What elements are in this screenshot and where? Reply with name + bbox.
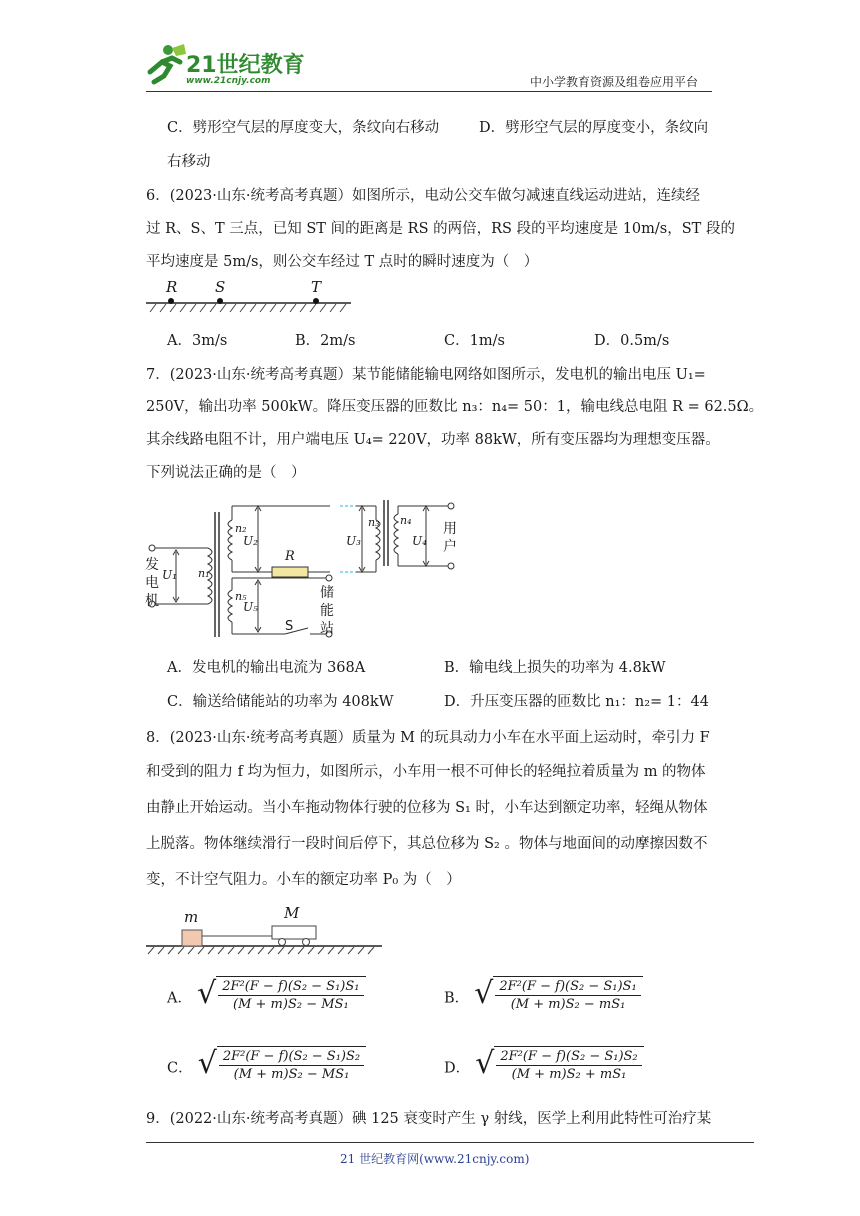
q8-option-d-denominator: (M + m)S₂ + mS₁ bbox=[511, 1067, 627, 1082]
q6-option-a: A．3m/s bbox=[167, 333, 228, 349]
q6-figure bbox=[146, 278, 356, 320]
q8-option-b-label: B． bbox=[444, 990, 470, 1007]
q9-stem-line1: 9．(2022·山东·统考高考真题）碘 125 衰变时产生 γ 射线，医学上利用此特性可治疗某 bbox=[146, 1111, 712, 1127]
q7-r-label: R bbox=[285, 549, 295, 564]
q8-option-a-numerator: 2F²(F − f)(S₂ − S₁)S₁ bbox=[218, 979, 363, 996]
q6-point-r: R bbox=[166, 278, 178, 296]
q7-u4-label: U₄ bbox=[412, 534, 427, 548]
q8-option-c-numerator: 2F²(F − f)(S₂ − S₁)S₂ bbox=[219, 1049, 364, 1066]
q7-option-a: A．发电机的输出电流为 368A bbox=[167, 660, 366, 676]
q5-option-d-cont: 右移动 bbox=[167, 154, 211, 170]
q7-generator-label-3: 机 bbox=[145, 593, 159, 609]
q8-option-d bbox=[444, 1046, 644, 1082]
q7-option-b: B．输电线上损失的功率为 4.8kW bbox=[444, 660, 666, 676]
q7-n5-label: n₅ bbox=[235, 590, 247, 603]
runner-logo-icon bbox=[142, 42, 188, 86]
q8-option-a-label: A． bbox=[167, 990, 192, 1007]
q7-u2-label: U₂ bbox=[243, 534, 258, 548]
q7-user-label-2: 户 bbox=[443, 539, 457, 555]
site-tagline: 中小学教育资源及组卷应用平台 bbox=[530, 75, 699, 89]
q8-option-c bbox=[167, 1046, 366, 1082]
q7-generator-label-1: 发 bbox=[145, 557, 159, 573]
q6-stem-line3: 平均速度是 5m/s，则公交车经过 T 点时的瞬时速度为（ ） bbox=[146, 254, 539, 270]
sqrt-icon: √ bbox=[475, 1046, 495, 1081]
q7-option-d: D．升压变压器的匝数比 n₁：n₂= 1：44 bbox=[444, 694, 709, 710]
q7-u3-label: U₃ bbox=[346, 534, 361, 548]
q7-storage-label-2: 能 bbox=[320, 603, 334, 619]
q7-generator-label-2: 电 bbox=[145, 575, 159, 591]
q7-n4-label: n₄ bbox=[400, 514, 412, 527]
header-divider bbox=[146, 91, 712, 92]
q7-circuit-figure bbox=[140, 492, 480, 642]
q6-option-b: B．2m/s bbox=[295, 333, 356, 349]
q7-switch-label: S bbox=[285, 619, 294, 634]
q8-stem-line2: 和受到的阻力 f 均为恒力，如图所示，小车用一根不可伸长的轻绳拉着质量为 m 的物体 bbox=[146, 764, 706, 780]
q7-stem-line2: 250V，输出功率 500kW。降压变压器的匝数比 n₃：n₄= 50：1，输电线总电阻 R = 62.5Ω。 bbox=[146, 399, 764, 415]
sqrt-icon: √ bbox=[474, 976, 494, 1011]
q7-stem-line4: 下列说法正确的是（ ） bbox=[146, 465, 306, 481]
sqrt-icon: √ bbox=[197, 976, 217, 1011]
q8-stem-line4: 上脱落。物体继续滑行一段时间后停下，其总位移为 S₂ 。物体与地面间的动摩擦因数不 bbox=[146, 836, 708, 852]
q7-u1-label: U₁ bbox=[162, 568, 177, 582]
logo-url-text: www.21cnjy.com bbox=[186, 76, 271, 86]
q8-option-a bbox=[167, 976, 366, 1012]
q8-option-c-label: C． bbox=[167, 1060, 193, 1077]
q7-n3-label: n₃ bbox=[368, 516, 380, 529]
q7-stem-line3: 其余线路电阻不计，用户端电压 U₄= 220V，功率 88kW，所有变压器均为理想变压器。 bbox=[146, 432, 720, 448]
q5-option-d: D．劈形空气层的厚度变小，条纹向 bbox=[479, 120, 709, 136]
q8-option-b-denominator: (M + m)S₂ − mS₁ bbox=[510, 997, 626, 1012]
q7-n2-label: n₂ bbox=[235, 522, 247, 535]
q7-n1-label: n₁ bbox=[198, 567, 210, 580]
q7-u5-label: U₅ bbox=[243, 600, 258, 614]
q7-stem-line1: 7．(2023·山东·统考高考真题）某节能储能输电网络如图所示，发电机的输出电压 U₁= bbox=[146, 367, 706, 383]
q8-option-a-denominator: (M + m)S₂ − MS₁ bbox=[233, 997, 349, 1012]
q7-storage-label-1: 储 bbox=[320, 585, 334, 601]
q8-option-b-numerator: 2F²(F − f)(S₂ − S₁)S₁ bbox=[495, 979, 640, 996]
q8-figure bbox=[146, 904, 386, 956]
q8-small-mass-label: m bbox=[184, 908, 199, 926]
q7-option-c: C．输送给储能站的功率为 408kW bbox=[167, 694, 394, 710]
footer-text: 21 世纪教育网(www.21cnjy.com) bbox=[340, 1152, 530, 1166]
q8-option-d-label: D． bbox=[444, 1060, 471, 1077]
q8-option-b bbox=[444, 976, 643, 1012]
q8-stem-line1: 8．(2023·山东·统考高考真题）质量为 M 的玩具动力小车在水平面上运动时，牵引力 F bbox=[146, 730, 710, 746]
q6-point-s: S bbox=[215, 278, 226, 296]
q6-stem-line2: 过 R、S、T 三点，已知 ST 间的距离是 RS 的两倍，RS 段的平均速度是 10m/s，ST 段的 bbox=[146, 221, 735, 237]
q8-stem-line3: 由静止开始运动。当小车拖动物体行驶的位移为 S₁ 时，小车达到额定功率，轻绳从物体 bbox=[146, 800, 708, 816]
q8-option-c-denominator: (M + m)S₂ − MS₁ bbox=[233, 1067, 350, 1082]
q6-option-c: C．1m/s bbox=[444, 333, 505, 349]
q5-option-c: C．劈形空气层的厚度变大，条纹向右移动 bbox=[167, 120, 440, 136]
q8-option-d-numerator: 2F²(F − f)(S₂ − S₁)S₂ bbox=[496, 1049, 641, 1066]
q6-option-d: D．0.5m/s bbox=[594, 333, 670, 349]
q8-cart-mass-label: M bbox=[284, 904, 300, 922]
q7-user-label-1: 用 bbox=[443, 521, 457, 537]
logo-main-text: 21世纪教育 bbox=[186, 53, 305, 78]
header-logo bbox=[142, 42, 312, 90]
q6-point-t: T bbox=[311, 278, 322, 296]
q8-stem-line5: 变，不计空气阻力。小车的额定功率 P₀ 为（ ） bbox=[146, 872, 461, 888]
q6-stem-line1: 6．(2023·山东·统考高考真题）如图所示，电动公交车做匀减速直线运动进站，连续经 bbox=[146, 188, 700, 204]
footer-divider bbox=[146, 1142, 754, 1143]
q7-storage-label-3: 站 bbox=[320, 621, 334, 637]
sqrt-icon: √ bbox=[197, 1046, 217, 1081]
